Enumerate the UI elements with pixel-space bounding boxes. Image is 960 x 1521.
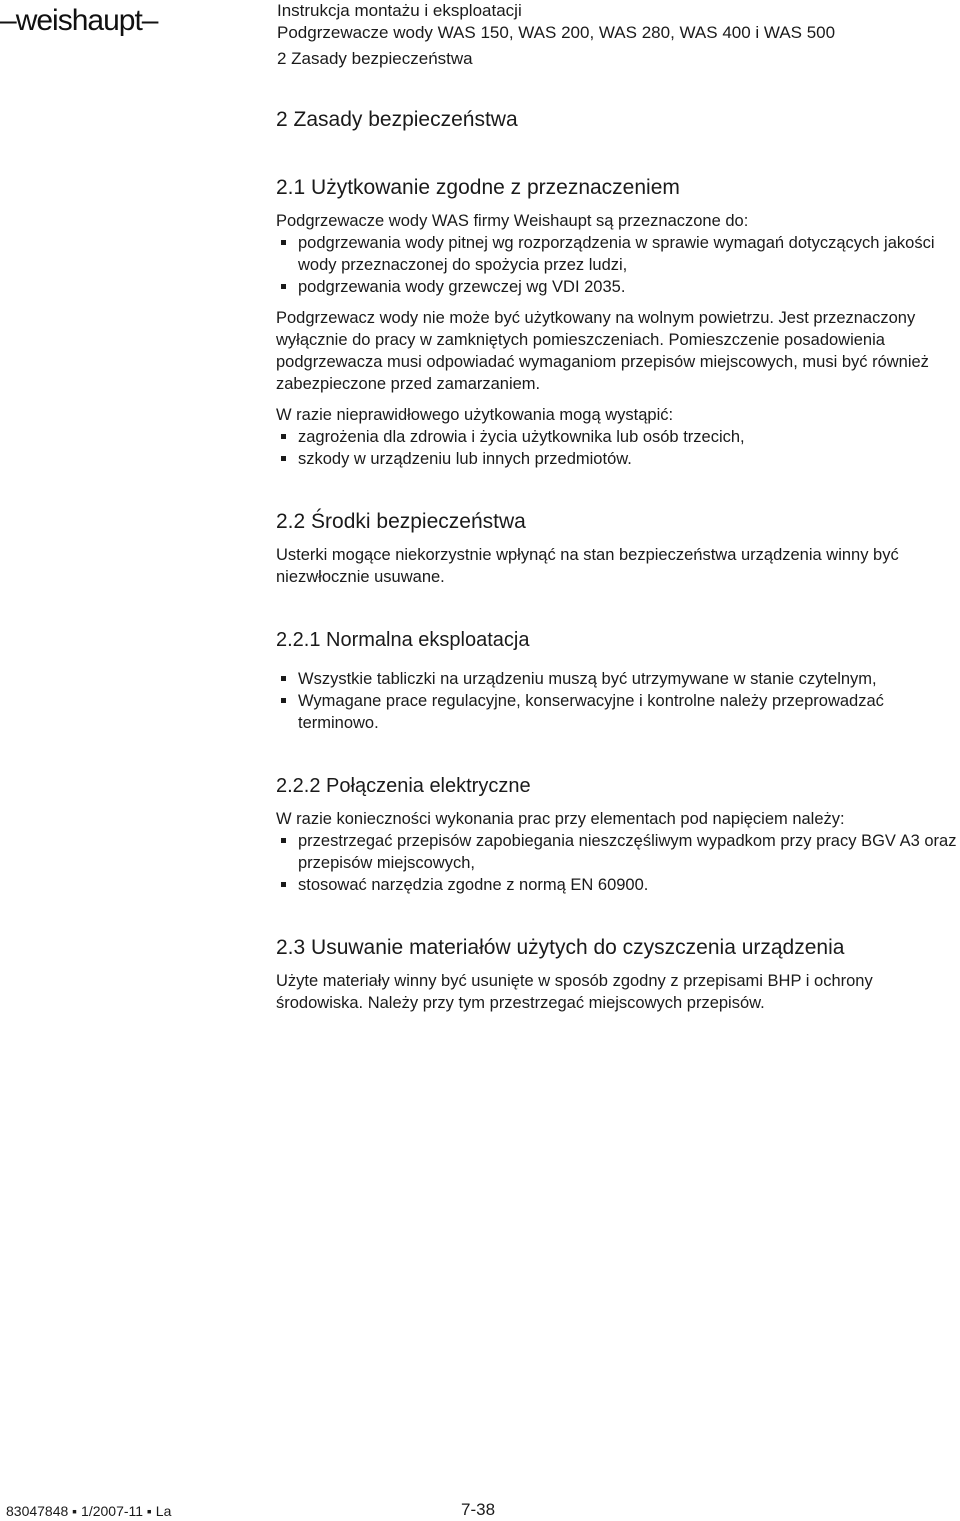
section-2-1-intro: Podgrzewacze wody WAS firmy Weishaupt są przeznaczone do: — [276, 212, 749, 230]
header-doc-type: Instrukcja montażu i eksploatacji — [277, 1, 522, 20]
logo-text: weishaupt — [15, 4, 142, 37]
logo-dash-left: – — [0, 4, 16, 37]
list-item: Wymagane prace regulacyjne, konserwacyjne i kontrolne należy przeprowadzać terminowo. — [276, 690, 960, 734]
section-2-1-misuse-intro: W razie nieprawidłowego użytkowania mogą wystąpić: — [276, 406, 674, 424]
section-2-2-2-intro: W razie konieczności wykonania prac przy elementach pod napięciem należy: — [276, 810, 845, 828]
list-item: podgrzewania wody pitnej wg rozporządzenia w sprawie wymagań dotyczących jakości wody przeznaczonej do spożycia przez ludzi, — [276, 232, 960, 276]
section-2-1-paragraph: Podgrzewacz wody nie może być użytkowany na wolnym powietrzu. Jest przeznaczony wyłącznie do pracy w zamkniętych pomieszczeniach. Pomieszczenie posadowienia podgrzewacza musi odpowiadać wymaganiom przepisów miejscowych, musi być również zabezpieczone przed zamarzaniem. — [276, 309, 929, 393]
section-2-3-heading: 2.3 Usuwanie materiałów użytych do czyszczenia urządzenia — [276, 936, 845, 959]
header-section: 2 Zasady bezpieczeństwa — [277, 49, 473, 68]
list-item: podgrzewania wody grzewczej wg VDI 2035. — [276, 276, 960, 298]
section-2-1-heading: 2.1 Użytkowanie zgodne z przeznaczeniem — [276, 176, 680, 199]
section-2-2-1-list — [276, 668, 960, 734]
section-2-2-1-heading: 2.2.1 Normalna eksploatacja — [276, 629, 530, 651]
section-2-2-2-heading: 2.2.2 Połączenia elektryczne — [276, 775, 531, 797]
list-item: zagrożenia dla zdrowia i życia użytkownika lub osób trzecich, — [276, 426, 960, 448]
logo-dash-right: – — [141, 4, 158, 37]
section-2-2-2-list — [276, 830, 960, 896]
section-2-2-paragraph: Usterki mogące niekorzystnie wpłynąć na stan bezpieczeństwa urządzenia winny być niezwłocznie usuwane. — [276, 546, 899, 586]
section-2-1-misuse-list — [276, 426, 960, 470]
section-2-3-paragraph: Użyte materiały winny być usunięte w sposób zgodny z przepisami BHP i ochrony środowiska. Należy przy tym przestrzegać miejscowych przepisów. — [276, 972, 873, 1012]
header-product: Podgrzewacze wody WAS 150, WAS 200, WAS 280, WAS 400 i WAS 500 — [277, 23, 836, 42]
section-2-2-heading: 2.2 Środki bezpieczeństwa — [276, 510, 526, 533]
page-title: 2 Zasady bezpieczeństwa — [276, 108, 518, 131]
main-content — [276, 106, 960, 1014]
list-item: Wszystkie tabliczki na urządzeniu muszą być utrzymywane w stanie czytelnym, — [276, 668, 960, 690]
footer-doc-code: 83047848 ▪ 1/2007-11 ▪ La — [6, 1503, 172, 1519]
section-2-1-list — [276, 232, 960, 298]
weishaupt-logo — [0, 4, 157, 44]
document-header — [277, 0, 835, 44]
page-number: 7-38 — [461, 1500, 496, 1519]
list-item: stosować narzędzia zgodne z normą EN 60900. — [276, 874, 960, 896]
list-item: szkody w urządzeniu lub innych przedmiotów. — [276, 448, 960, 470]
list-item: przestrzegać przepisów zapobiegania nieszczęśliwym wypadkom przy pracy BGV A3 oraz przepisów miejscowych, — [276, 830, 960, 874]
